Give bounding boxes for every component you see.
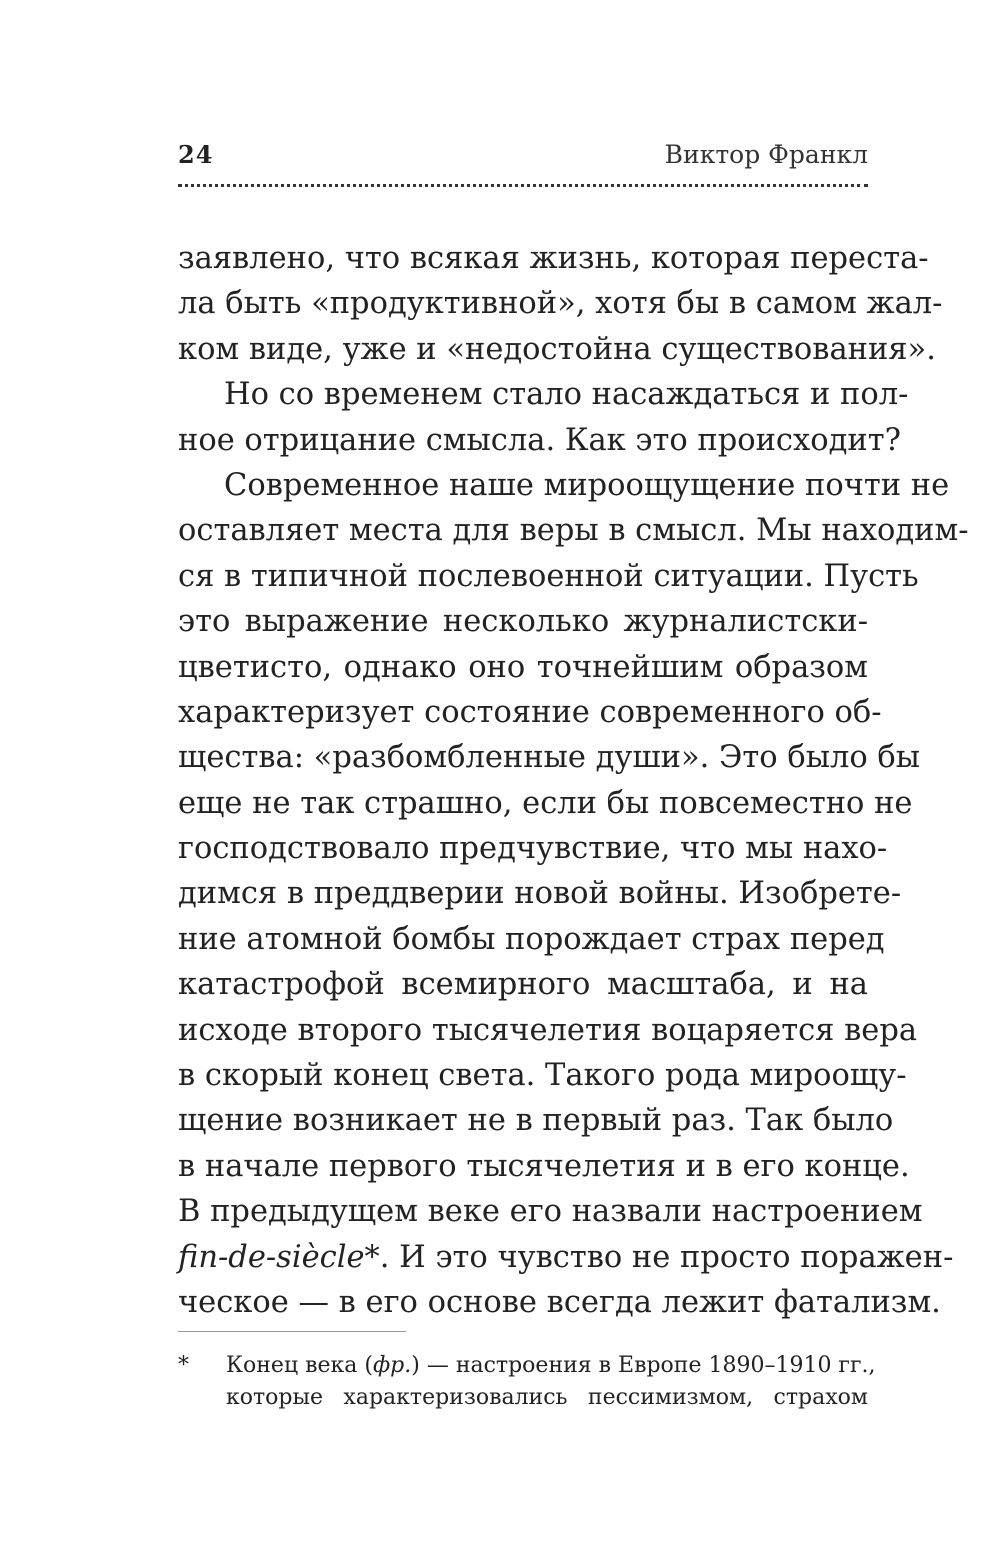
text-line: ся в типичной послевоенной ситуации. Пусть: [178, 558, 919, 594]
text-line: В предыдущем веке его назвали настроением: [178, 1194, 923, 1230]
text-line: щества: «разбомбленные души». Это было бы: [178, 740, 921, 776]
text-line: ческое — в его основе всегда лежит фатализм.: [178, 1284, 941, 1320]
text-line: в начале первого тысячелетия и в его конце.: [178, 1148, 910, 1184]
text-line: катастрофой всемирного масштаба, и на: [178, 967, 868, 1003]
italic-term: fin-de-siècle*: [178, 1239, 380, 1275]
footnote-line: [226, 1350, 876, 1382]
text-line: это выражение несколько журналистски-: [178, 604, 868, 640]
text-line: ком виде, уже и «недостойна существования».: [178, 331, 936, 367]
footnote-italic-abbrev: фр.: [372, 1353, 412, 1378]
text-line: щение возникает не в первый раз. Так было: [178, 1103, 894, 1139]
text-line: господствовало предчувствие, что мы нахо-: [178, 831, 888, 867]
header-dotted-rule: [178, 184, 868, 187]
text-line: характеризует состояние современного об-: [178, 694, 882, 730]
text-line: Современное наше мироощущение почти не: [224, 467, 950, 503]
text-line: исходе второго тысячелетия воцаряется вера: [178, 1012, 918, 1048]
footnote-body: [226, 1350, 876, 1414]
footnote-divider: [178, 1331, 406, 1332]
text-line: ла быть «продуктивной», хотя бы в самом жал-: [178, 286, 943, 322]
text-line: цветисто, однако оно точнейшим образом: [178, 649, 868, 685]
text-line: димся в преддверии новой войны. Изобрете-: [178, 876, 902, 912]
text-line-italic-phrase: [178, 1235, 954, 1280]
page-number: 24: [178, 140, 214, 169]
text-line: Но со временем стало насаждаться и пол-: [224, 377, 909, 413]
main-text: [178, 236, 969, 1325]
running-head-author: Виктор Франкл: [664, 140, 868, 169]
text-line: ние атомной бомбы порождает страх перед: [178, 921, 885, 957]
text-line: ное отрицание смысла. Как это происходит?: [178, 422, 901, 458]
text-line: заявлено, что всякая жизнь, которая переста-: [178, 241, 929, 276]
footnote-marker: *: [178, 1353, 189, 1378]
footnote-fragment: Конец века (: [226, 1353, 373, 1378]
footnote-line: которые характеризовались пессимизмом, страхом: [226, 1385, 868, 1410]
text-line: еще не так страшно, если бы повсеместно не: [178, 785, 913, 821]
page-header: [178, 140, 868, 180]
text-line: оставляет места для веры в смысл. Мы находим-: [178, 513, 969, 549]
text-line: в скорый конец света. Такого рода мироощу-: [178, 1058, 907, 1094]
text-fragment: . И это чувство не просто поражен-: [379, 1239, 954, 1275]
footnote-fragment: ) — настроения в Европе 1890–1910 гг.,: [411, 1353, 876, 1378]
